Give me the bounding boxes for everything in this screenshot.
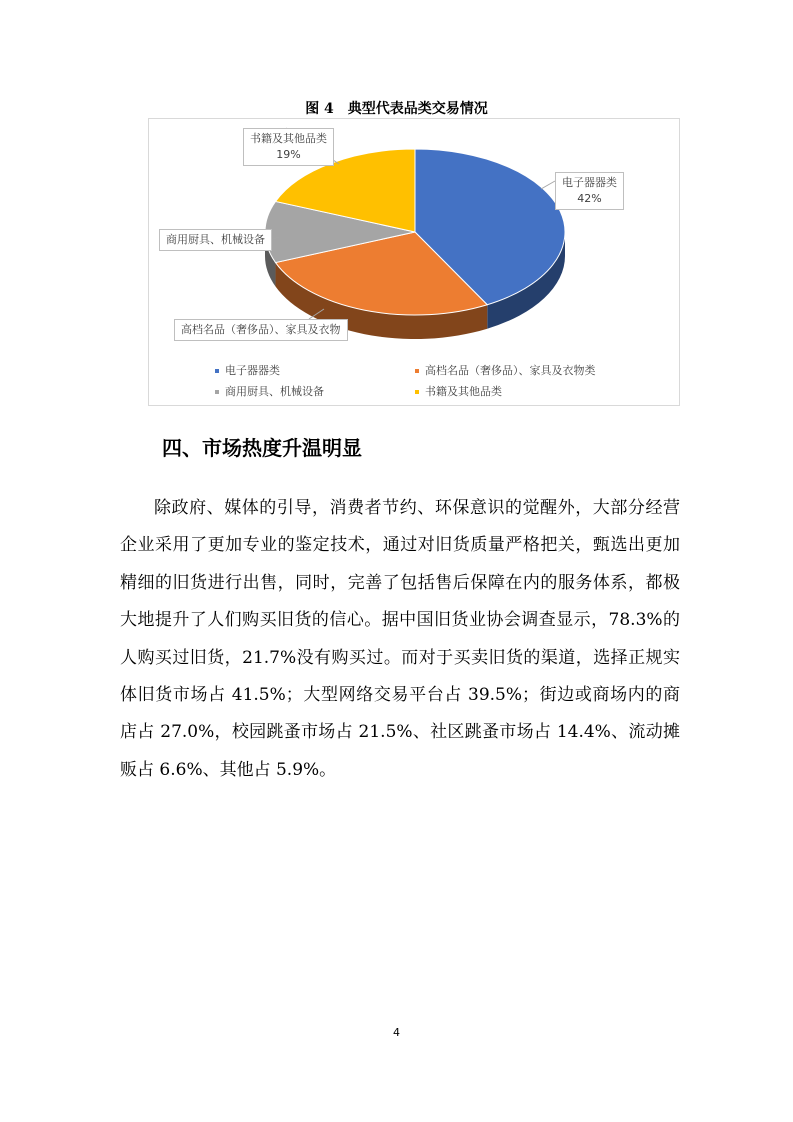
data-label-books-name: 书籍及其他品类: [250, 132, 327, 145]
legend-label-kitchen: 商用厨具、机械设备: [225, 385, 324, 398]
data-label-electronics-value: 42%: [577, 192, 602, 205]
legend-marker-kitchen: [215, 390, 219, 394]
data-label-books: [243, 128, 334, 166]
data-label-luxury-name: 高档名品（奢侈品）、家具及衣物: [181, 323, 341, 336]
data-label-electronics: [555, 172, 624, 210]
data-label-electronics-name: 电子器器类: [562, 176, 617, 189]
legend-label-luxury: 高档名品（奢侈品）、家具及衣物类: [425, 364, 596, 377]
data-label-luxury: [174, 319, 348, 341]
legend-label-electronics: 电子器器类: [225, 364, 280, 377]
page-number: 4: [393, 1026, 400, 1039]
legend-marker-books: [415, 390, 419, 394]
leader-line-luxury: [541, 181, 555, 189]
legend-item-luxury: [415, 362, 596, 378]
data-label-books-value: 19%: [276, 148, 301, 161]
legend-item-books: [415, 383, 502, 399]
legend-marker-electronics: [215, 369, 219, 373]
legend-item-electronics: [215, 362, 280, 378]
legend-item-kitchen: [215, 383, 324, 399]
data-label-kitchen: [159, 229, 272, 251]
data-label-kitchen-name: 商用厨具、机械设备: [166, 233, 265, 246]
legend-marker-luxury: [415, 369, 419, 373]
section-heading: 四、市场热度升温明显: [162, 436, 362, 460]
body-paragraph: 除政府、媒体的引导，消费者节约、环保意识的觉醒外，大部分经营企业采用了更加专业的鉴定技术，通过对旧货质量严格把关，甄选出更加精细的旧货进行出售，同时，完善了包括售后保障在内的服务体系，都极大地提升了人们购买旧货的信心。据中国旧货业协会调查显示，78.3%的人购买过旧货，21.7%没有购买过。而对于买卖旧货的渠道，选择正规实体旧货市场占 41.5%；大型网络交易平台占 39.5%；街边或商场内的商店占 27.0%，校园跳蚤市场占 21.5%、社区跳蚤市场占 14.4%、流动摊贩占 6.6%、其他占 5.9%。: [120, 498, 680, 780]
legend-label-books: 书籍及其他品类: [425, 385, 502, 398]
pie-chart: [148, 118, 680, 406]
figure-caption: 图 4 典型代表品类交易情况: [305, 101, 488, 117]
